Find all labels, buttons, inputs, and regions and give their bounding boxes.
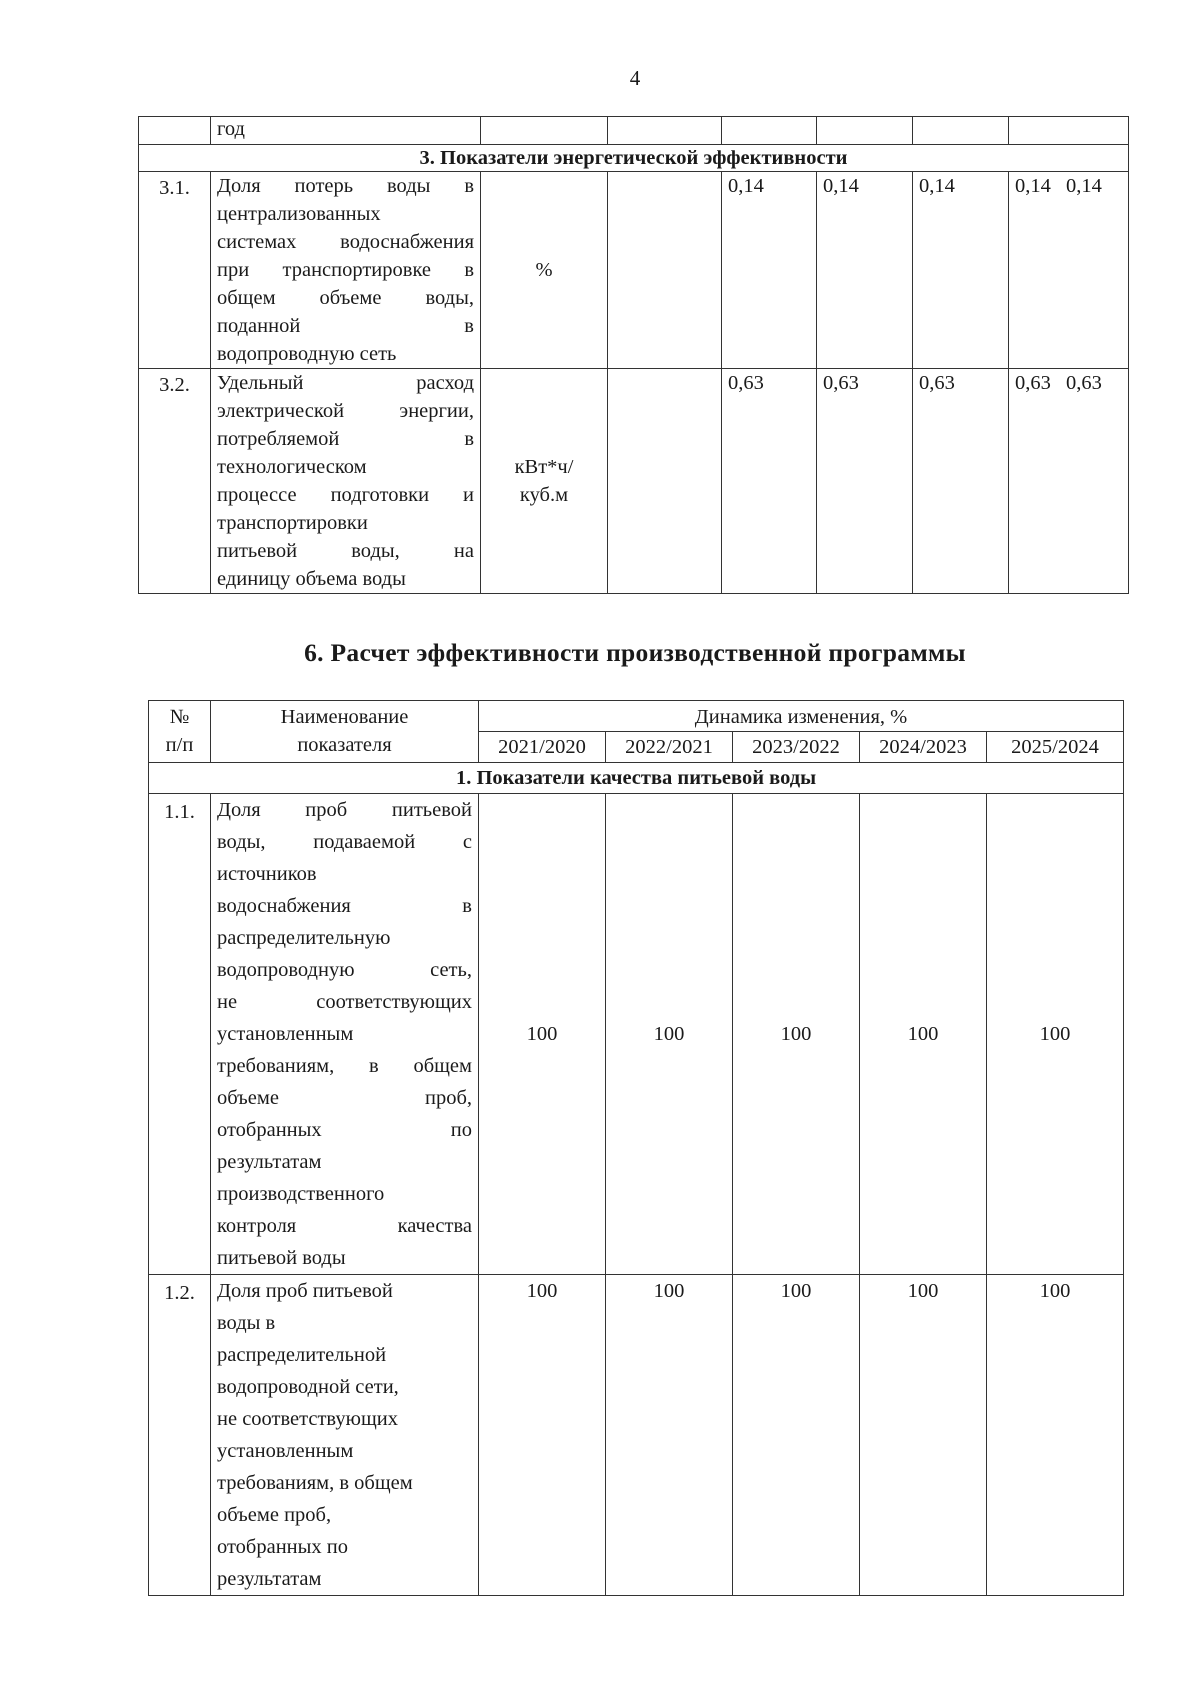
name-line: результатам xyxy=(217,1568,322,1590)
header-number xyxy=(149,701,211,763)
name-line: отобранных по xyxy=(217,1119,472,1141)
name-line: единицу объема воды xyxy=(217,568,406,590)
name-line: питьевой воды xyxy=(217,1247,346,1269)
year-header: 2024/2023 xyxy=(860,732,987,763)
row-index: 3.2. xyxy=(139,369,211,594)
page-number: 4 xyxy=(629,66,641,90)
name-line: Доля потерь воды в xyxy=(217,175,474,197)
value-text: 0,63 xyxy=(1066,372,1102,394)
name-line: отобранных по xyxy=(217,1536,349,1558)
name-line: требованиям, в общем xyxy=(217,1055,472,1077)
value-cell: 100 xyxy=(987,794,1124,1275)
name-line: объеме проб, xyxy=(217,1504,332,1526)
header-line: показателя xyxy=(297,734,392,756)
unit-cell xyxy=(481,369,608,594)
name-line: питьевой воды, на xyxy=(217,540,474,562)
year-header: 2025/2024 xyxy=(987,732,1124,763)
name-line: централизованных xyxy=(217,203,381,225)
value-cell: 0,63 xyxy=(817,369,913,594)
section-title: 3. Показатели энергетической эффективности xyxy=(139,145,1129,172)
table-cell xyxy=(722,117,817,145)
efficiency-calculation-table xyxy=(148,700,1124,1596)
name-line: установленным xyxy=(217,1023,354,1045)
header-line: № xyxy=(169,706,190,728)
indicator-name xyxy=(211,794,479,1275)
header-name xyxy=(211,701,479,763)
value-cell xyxy=(608,369,722,594)
energy-efficiency-table xyxy=(138,116,1129,594)
unit-line: кВт*ч/ xyxy=(514,456,574,478)
name-line: водопроводной сети, xyxy=(217,1376,399,1398)
name-line: Доля проб питьевой xyxy=(217,1280,393,1302)
value-text: 0,14 xyxy=(1015,175,1051,197)
value-cell: 100 xyxy=(733,794,860,1275)
name-line: распределительную xyxy=(217,927,391,949)
value-cell: 100 xyxy=(479,1275,606,1596)
table-row xyxy=(139,172,1129,369)
name-line: электрической энергии, xyxy=(217,400,474,422)
value-cell xyxy=(1009,369,1129,594)
unit-line: куб.м xyxy=(519,484,569,506)
year-header: 2023/2022 xyxy=(733,732,860,763)
table-cell xyxy=(608,117,722,145)
name-line: водоснабжения в xyxy=(217,895,472,917)
value-cell: 100 xyxy=(860,794,987,1275)
name-line: не соответствующих xyxy=(217,1408,398,1430)
table-cell xyxy=(817,117,913,145)
table-cell xyxy=(139,117,211,145)
value-cell xyxy=(608,172,722,369)
header-dynamics: Динамика изменения, % xyxy=(479,701,1124,732)
value-cell: 100 xyxy=(733,1275,860,1596)
table-row xyxy=(139,369,1129,594)
section-heading: 6. Расчет эффективности производственной программы xyxy=(304,638,966,667)
name-line: объеме проб, xyxy=(217,1087,472,1109)
value-cell: 0,63 xyxy=(913,369,1009,594)
name-line: Удельный расход xyxy=(217,372,474,394)
name-line: воды в xyxy=(217,1312,276,1334)
value-cell: 0,14 xyxy=(913,172,1009,369)
name-line: не соответствующих xyxy=(217,991,472,1013)
table-cell xyxy=(913,117,1009,145)
row-index: 1.1. xyxy=(149,794,211,1275)
name-line: воды, подаваемой с xyxy=(217,831,472,853)
value-cell: 0,63 xyxy=(722,369,817,594)
year-header: 2021/2020 xyxy=(479,732,606,763)
name-line: транспортировки xyxy=(217,512,368,534)
value-cell xyxy=(1009,172,1129,369)
value-text: 0,63 xyxy=(1015,372,1051,394)
name-line: установленным xyxy=(217,1440,354,1462)
section-row xyxy=(139,145,1129,172)
value-cell: 100 xyxy=(479,794,606,1275)
indicator-name xyxy=(211,172,481,369)
header-row xyxy=(149,701,1124,732)
name-line: поданной в xyxy=(217,315,474,337)
section-row xyxy=(149,763,1124,794)
unit-cell: % xyxy=(481,172,608,369)
name-line: общем объеме воды, xyxy=(217,287,474,309)
section-title: 1. Показатели качества питьевой воды xyxy=(149,763,1124,794)
indicator-name xyxy=(211,369,481,594)
name-line: контроля качества xyxy=(217,1215,472,1237)
name-line: при транспортировке в xyxy=(217,259,474,281)
table-cell xyxy=(1009,117,1129,145)
row-index: 1.2. xyxy=(149,1275,211,1596)
name-line: распределительной xyxy=(217,1344,387,1366)
value-cell: 0,14 xyxy=(722,172,817,369)
table-cell: год xyxy=(211,117,481,145)
name-line: системах водоснабжения xyxy=(217,231,474,253)
name-line: Доля проб питьевой xyxy=(217,799,472,821)
table-row xyxy=(149,794,1124,1275)
name-line: потребляемой в xyxy=(217,428,474,450)
value-cell: 0,14 xyxy=(817,172,913,369)
name-line: технологическом xyxy=(217,456,367,478)
table-row xyxy=(149,1275,1124,1596)
name-line: результатам xyxy=(217,1151,322,1173)
header-line: п/п xyxy=(165,734,194,756)
value-text: 0,14 xyxy=(1066,175,1102,197)
table-cell xyxy=(481,117,608,145)
value-cell: 100 xyxy=(987,1275,1124,1596)
name-line: источников xyxy=(217,863,317,885)
row-index: 3.1. xyxy=(139,172,211,369)
year-header: 2022/2021 xyxy=(606,732,733,763)
indicator-name xyxy=(211,1275,479,1596)
header-line: Наименование xyxy=(280,706,409,728)
value-cell: 100 xyxy=(860,1275,987,1596)
value-cell: 100 xyxy=(606,1275,733,1596)
name-line: требованиям, в общем xyxy=(217,1472,413,1494)
table-row xyxy=(139,117,1129,145)
value-cell: 100 xyxy=(606,794,733,1275)
name-line: водопроводную сеть xyxy=(217,343,397,365)
name-line: водопроводную сеть, xyxy=(217,959,472,981)
name-line: производственного xyxy=(217,1183,385,1205)
name-line: процессе подготовки и xyxy=(217,484,474,506)
